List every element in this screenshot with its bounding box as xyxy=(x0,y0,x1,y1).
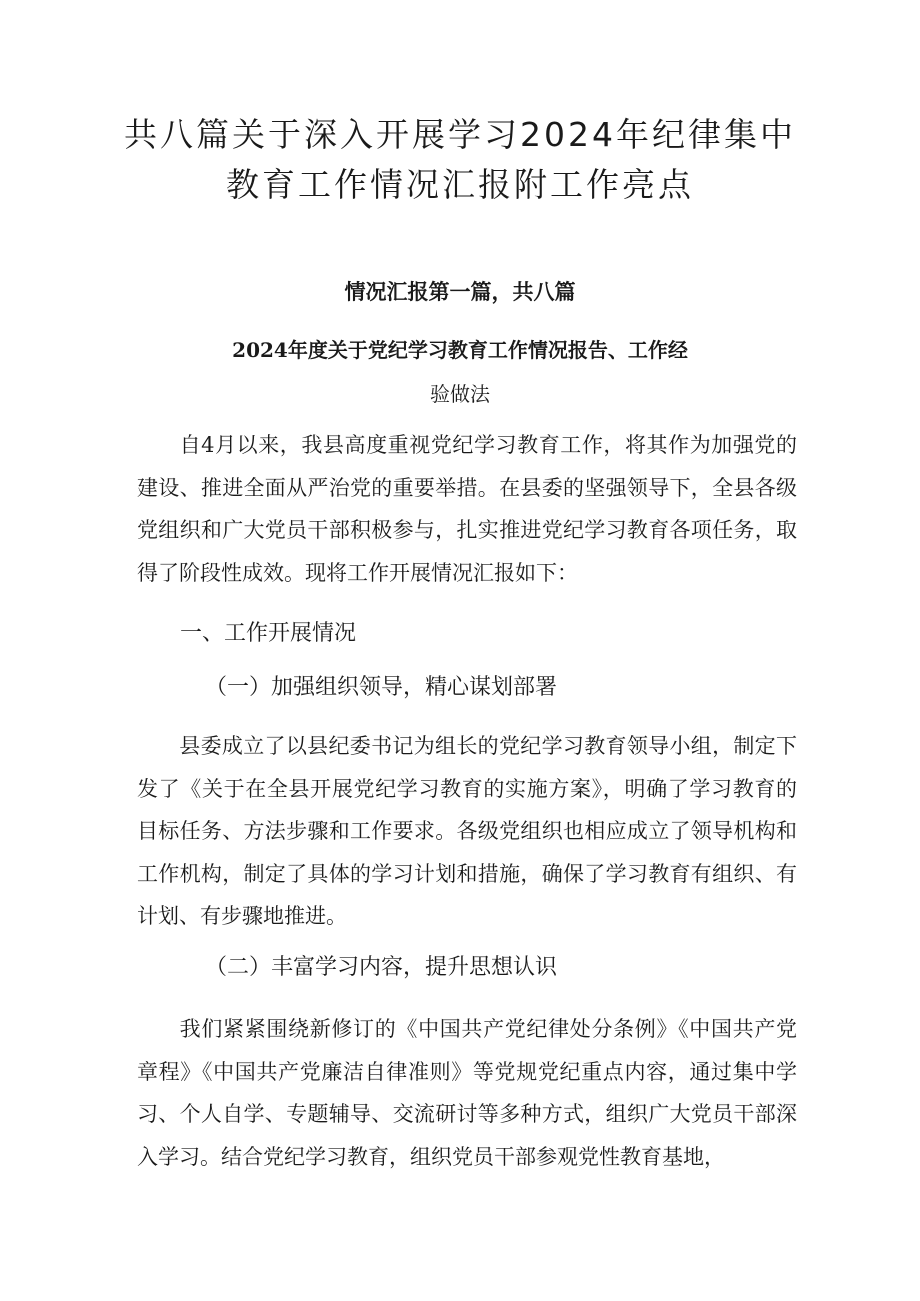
learning-content-paragraph-text: 我们紧紧围绕新修订的《中国共产党纪律处分条例》《中国共产党章程》《中国共产党廉洁自律准则》等党规党纪重点内容，通过集中学习、个人自学、专题辅导、交流研讨等多种方式，组织广大党员干部深入学习。结合党纪学习教育，组织党员干部参观党性教育基地， xyxy=(137,1017,797,1169)
organization-paragraph xyxy=(137,725,797,938)
subsection-heading-organization: （一）加强组织领导，精心谋划部署 xyxy=(205,675,558,700)
subsection-heading-learning-content: （二）丰富学习内容，提升思想认识 xyxy=(205,955,558,980)
organization-paragraph-text: 县委成立了以县纪委书记为组长的党纪学习教育领导小组，制定下发了《关于在全县开展党纪学习教育的实施方案》，明确了学习教育的目标任务、方法步骤和工作要求。各级党组织也相应成立了领导机构和工作机构，制定了具体的学习计划和措施，确保了学习教育有组织、有计划、有步骤地推进。 xyxy=(137,734,797,928)
section-heading-work-status: 一、工作开展情况 xyxy=(180,621,357,646)
document-title-line-1: 共八篇关于深入开展学习2024年纪律集中 xyxy=(124,115,796,154)
report-title-line-1: 2024年度关于党纪学习教育工作情况报告、工作经 xyxy=(232,338,688,362)
intro-paragraph-text: 自4月以来，我县高度重视党纪学习教育工作，将其作为加强党的建设、推进全面从严治党的重要举措。在县委的坚强领导下，全县各级党组织和广大党员干部积极参与，扎实推进党纪学习教育各项任务，取得了阶段性成效。现将工作开展情况汇报如下： xyxy=(137,433,797,585)
report-subtitle: 情况汇报第一篇，共八篇 xyxy=(344,280,576,304)
intro-paragraph xyxy=(137,424,797,594)
learning-content-paragraph xyxy=(137,1008,797,1178)
document-title-line-2: 教育工作情况汇报附工作亮点 xyxy=(226,165,694,204)
report-title-line-2: 验做法 xyxy=(430,382,490,406)
